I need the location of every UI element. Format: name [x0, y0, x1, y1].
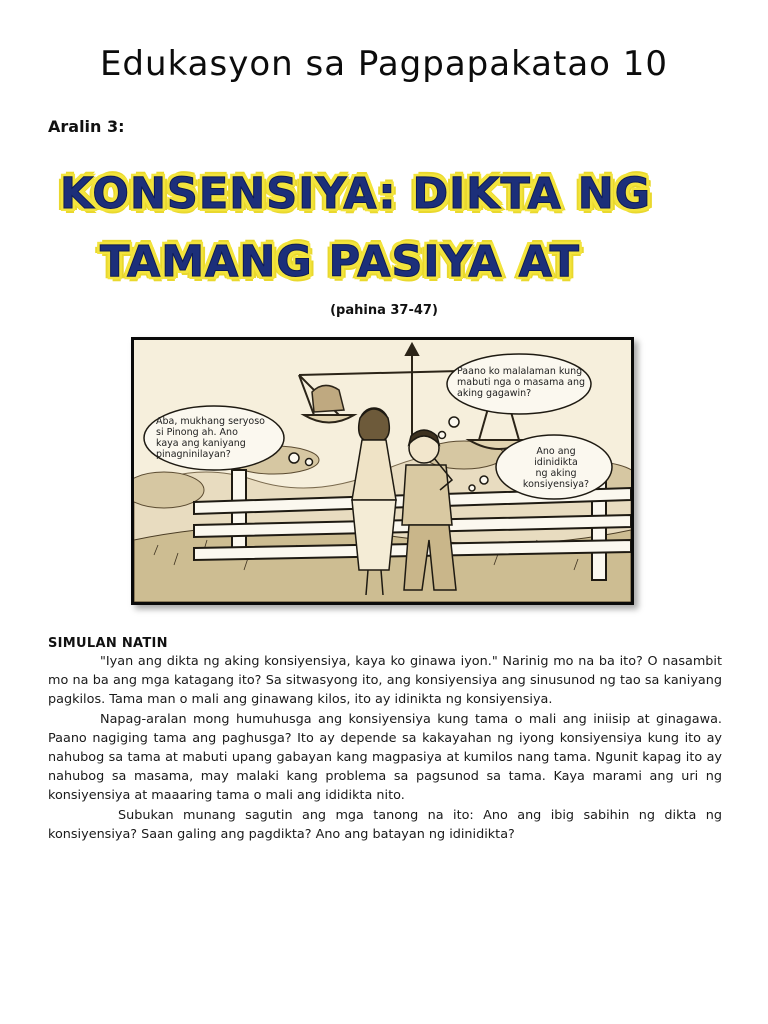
lesson-number: Aralin 3:	[48, 117, 125, 136]
lesson-banner	[60, 160, 710, 296]
banner-line-2: TAMANG PASIYA AT	[100, 237, 580, 287]
paragraph: "Iyan ang dikta ng aking konsiyensiya, kaya ko ginawa iyon." Narinig mo na ba ito? O nasambit mo na ba ang mga katagang ito? Sa sitwasyong ito, ang konsiyensiya ang sinusunod ng tao sa kaniyang pagkilos. Tama man o mali ang ginawang kilos, ito ay idinikta ng konsiyensiya.	[48, 654, 722, 708]
section-heading: SIMULAN NATIN	[48, 636, 168, 651]
document-title: Edukasyon sa Pagpapakatao 10	[99, 44, 669, 84]
bubble-top-right-text	[457, 366, 587, 399]
bubble-left-line: kaya ang kaniyang	[156, 438, 246, 449]
bubble-right-line: Ano ang	[536, 446, 576, 457]
bubble-top-right-line: aking gagawin?	[457, 388, 532, 399]
bubble-right-line: konsiyensiya?	[522, 479, 590, 490]
bubble-right-line: ng aking	[535, 468, 577, 479]
bubble-right-text	[506, 446, 606, 490]
paragraph: Napag-aralan mong humuhusga ang konsiyensiya kung tama o mali ang iniisip at ginagawa. Paano nagiging tama ang paghusga? Ito ay depende sa kakayahan ng iyong konsiyensiya kung ito ay nahubog sa tama at mabuti upang gabayan kang magpasiya at kumilos nang tama. Ngunit kapag ito ay nahubog sa masama, may malaki kang problema sa pagsunod sa tama. Kaya marami ang uri ng konsiyensiya at maaaring tama o mali ang ididikta nito.	[48, 711, 722, 804]
bubble-left-text	[156, 416, 276, 460]
bubble-left-line: pinagninilayan?	[156, 449, 231, 460]
illustration	[131, 337, 634, 605]
banner-line-1: KONSENSIYA: DIKTA NG	[60, 169, 652, 219]
page-range: (pahina 37-47)	[330, 303, 438, 318]
bubble-right-line: idinidikta	[534, 457, 578, 468]
bubble-top-right-line: mabuti nga o masama ang	[457, 377, 586, 388]
section-body	[48, 652, 722, 844]
bubble-left-line: Aba, mukhang seryoso	[156, 416, 265, 427]
bubble-left-line: si Pinong ah. Ano	[156, 427, 238, 438]
bubble-top-right-line: Paano ko malalaman kung	[457, 366, 583, 377]
paragraph: Subukan munang sagutin ang mga tanong na ito: Ano ang ibig sabihin ng dikta ng konsiyensiya? Saan galing ang pagdikta? Ano ang batayan ng idinidikta?	[48, 807, 722, 842]
